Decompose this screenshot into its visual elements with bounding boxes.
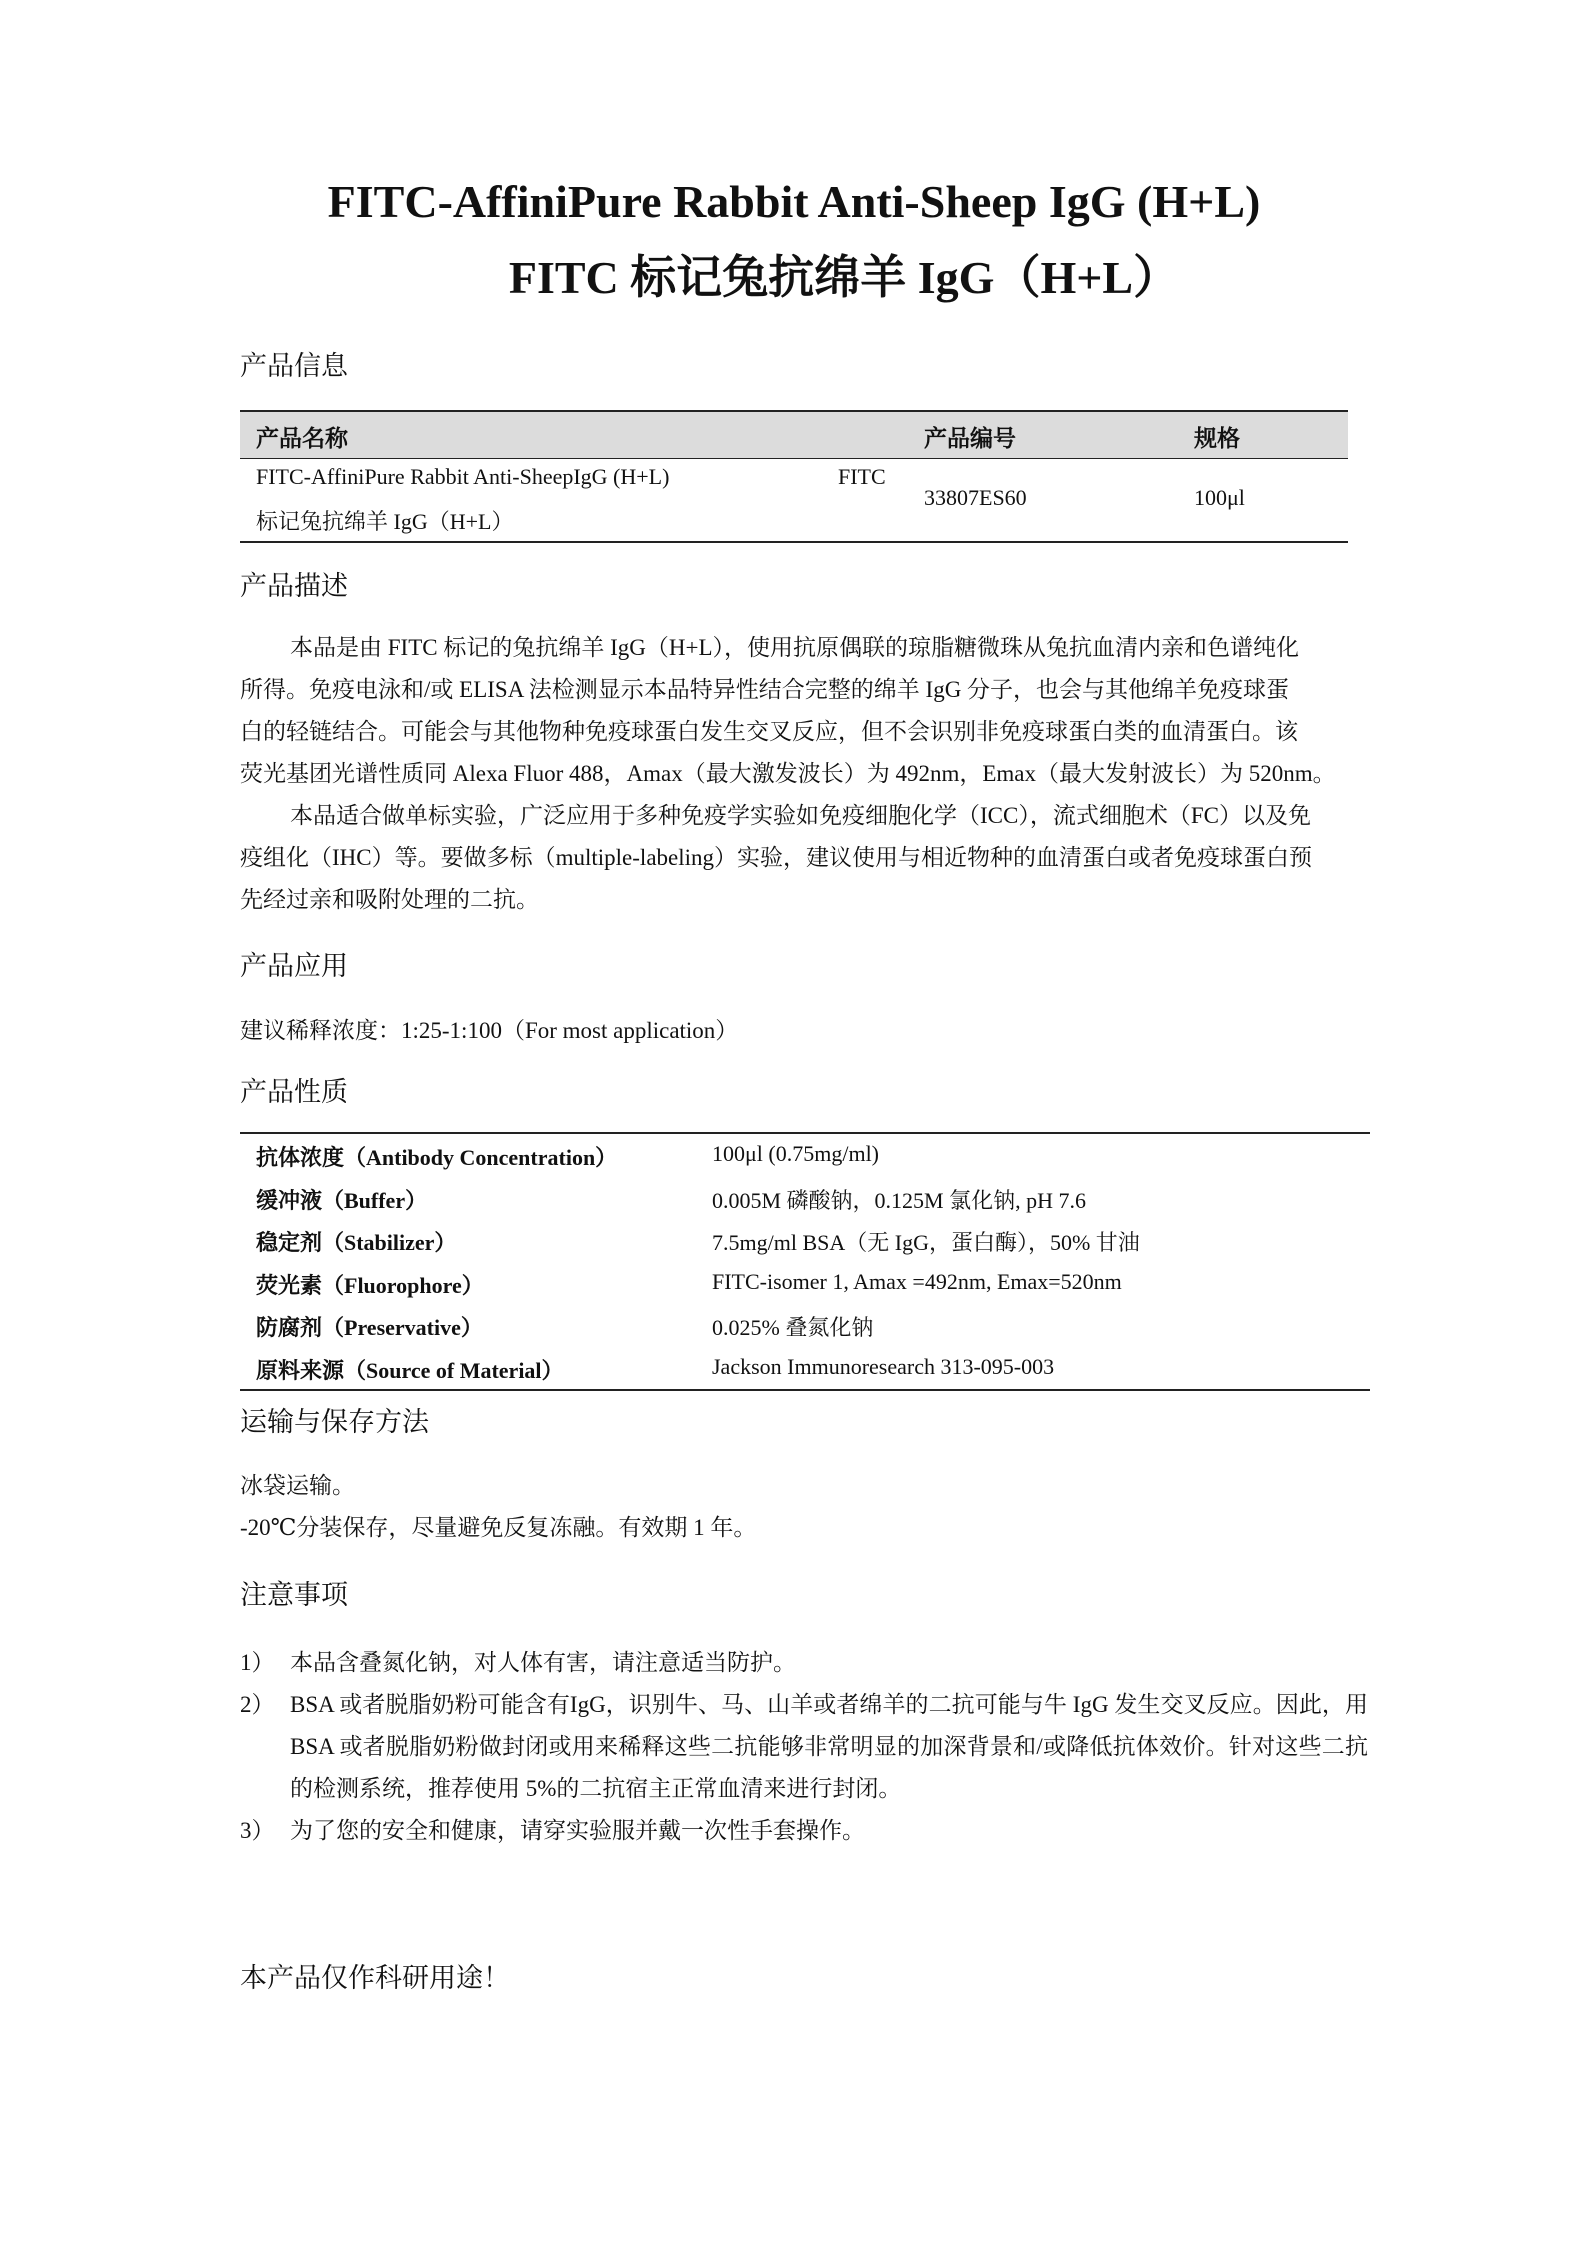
note-text: 本品含叠氮化钠，对人体有害，请注意适当防护。 [290, 1650, 796, 1675]
desc-line: 荧光基团光谱性质同 Alexa Fluor 488，Amax（最大激发波长）为 492nm，Emax（最大发射波长）为 520nm。 [240, 761, 1336, 786]
note-number: 3） [240, 1818, 275, 1843]
table-row [240, 1262, 1370, 1305]
note-number: 2） [240, 1692, 275, 1717]
section-heading-application: 产品应用 [240, 951, 348, 981]
property-key: 荧光素（Fluorophore） [256, 1272, 484, 1298]
desc-line: 本品是由 FITC 标记的兔抗绵羊 IgG（H+L），使用抗原偶联的琼脂糖微珠从兔抗血清内亲和色谱纯化 [290, 635, 1299, 660]
property-value: 7.5mg/ml BSA（无 IgG，蛋白酶），50% 甘油 [712, 1230, 1140, 1255]
property-key: 抗体浓度（Antibody Concentration） [256, 1145, 618, 1170]
table-row [240, 1347, 1370, 1390]
desc-line: 白的轻链结合。可能会与其他物种免疫球蛋白发生交叉反应，但不会识别非免疫球蛋白类的血清蛋白。该 [240, 719, 1298, 744]
property-key: 防腐剂（Preservative） [256, 1315, 483, 1340]
property-key: 原料来源（Source of Material） [256, 1357, 564, 1383]
property-value: 0.025% 叠氮化钠 [712, 1315, 874, 1340]
title-english: FITC-AffiniPure Rabbit Anti-Sheep IgG (H+L) [327, 176, 1261, 227]
header-size: 规格 [1194, 426, 1240, 451]
product-info-table [240, 410, 1348, 543]
note-text: 为了您的安全和健康，请穿实验服并戴一次性手套操作。 [290, 1818, 865, 1843]
section-heading-description: 产品描述 [240, 571, 348, 601]
header-product-code: 产品编号 [924, 426, 1016, 451]
table-header-row [240, 410, 1348, 459]
desc-line: 先经过亲和吸附处理的二抗。 [240, 887, 539, 912]
storage-line-1: 冰袋运输。 [240, 1473, 355, 1498]
section-heading-storage: 运输与保存方法 [240, 1407, 429, 1437]
note-text: BSA 或者脱脂奶粉可能含有IgG，识别牛、马、山羊或者绵羊的二抗可能与牛 IgG 发生交叉反应。因此，用 BSA 或者脱脂奶粉做封闭或用来稀释这些二抗能够非常明显的加深背景和/或降低抗体效价。针对这些二抗的检测系统，推荐使用 5%的二抗宿主正常血清来进行封闭。 [290, 1692, 1368, 1801]
table-row [240, 1304, 1370, 1347]
section-heading-info: 产品信息 [240, 351, 348, 381]
section-heading-notes: 注意事项 [240, 1580, 348, 1610]
application-text: 建议稀释浓度：1:25-1:100（For most application） [240, 1018, 739, 1043]
title-chinese: FITC 标记兔抗绵羊 IgG（H+L） [508, 252, 1180, 303]
footer-research-use: 本产品仅作科研用途！ [240, 1963, 510, 1993]
product-name-line1: FITC-AffiniPure Rabbit Anti-SheepIgG (H+L) [256, 464, 670, 489]
note-item-2 [240, 1684, 1368, 1810]
table-row [240, 1134, 1370, 1177]
property-value: Jackson Immunoresearch 313-095-003 [712, 1353, 1055, 1379]
table-row [240, 1219, 1370, 1262]
note-number: 1） [240, 1650, 275, 1675]
note-item-3 [240, 1810, 1368, 1852]
section-heading-properties: 产品性质 [240, 1077, 348, 1107]
description-paragraph-2 [240, 795, 1368, 921]
product-name-line2: 标记兔抗绵羊 IgG（H+L） [256, 509, 514, 534]
property-value: 100μl (0.75mg/ml) [712, 1141, 880, 1166]
table-row [240, 1177, 1370, 1220]
desc-line: 本品适合做单标实验，广泛应用于多种免疫学实验如免疫细胞化学（ICC），流式细胞术（FC）以及免 [290, 803, 1311, 828]
product-size: 100μl [1194, 485, 1245, 510]
desc-line: 所得。免疫电泳和/或 ELISA 法检测显示本品特异性结合完整的绵羊 IgG 分子，也会与其他绵羊免疫球蛋 [240, 677, 1290, 702]
header-product-name: 产品名称 [256, 426, 348, 451]
desc-line: 疫组化（IHC）等。要做多标（multiple-labeling）实验，建议使用与相近物种的血清蛋白或者免疫球蛋白预 [240, 845, 1313, 870]
product-name-fitc: FITC [838, 464, 886, 489]
note-item-1 [240, 1642, 1368, 1684]
product-code: 33807ES60 [924, 485, 1027, 510]
property-value: 0.005M 磷酸钠，0.125M 氯化钠, pH 7.6 [712, 1187, 1087, 1213]
properties-table [240, 1132, 1370, 1391]
property-key: 缓冲液（Buffer） [256, 1187, 428, 1213]
property-key: 稳定剂（Stabilizer） [256, 1230, 457, 1255]
property-value: FITC-isomer 1, Amax =492nm, Emax=520nm [712, 1268, 1122, 1294]
description-paragraph-1 [240, 627, 1368, 795]
storage-line-2: -20℃分装保存，尽量避免反复冻融。有效期 1 年。 [240, 1515, 757, 1540]
table-row [240, 459, 1348, 543]
